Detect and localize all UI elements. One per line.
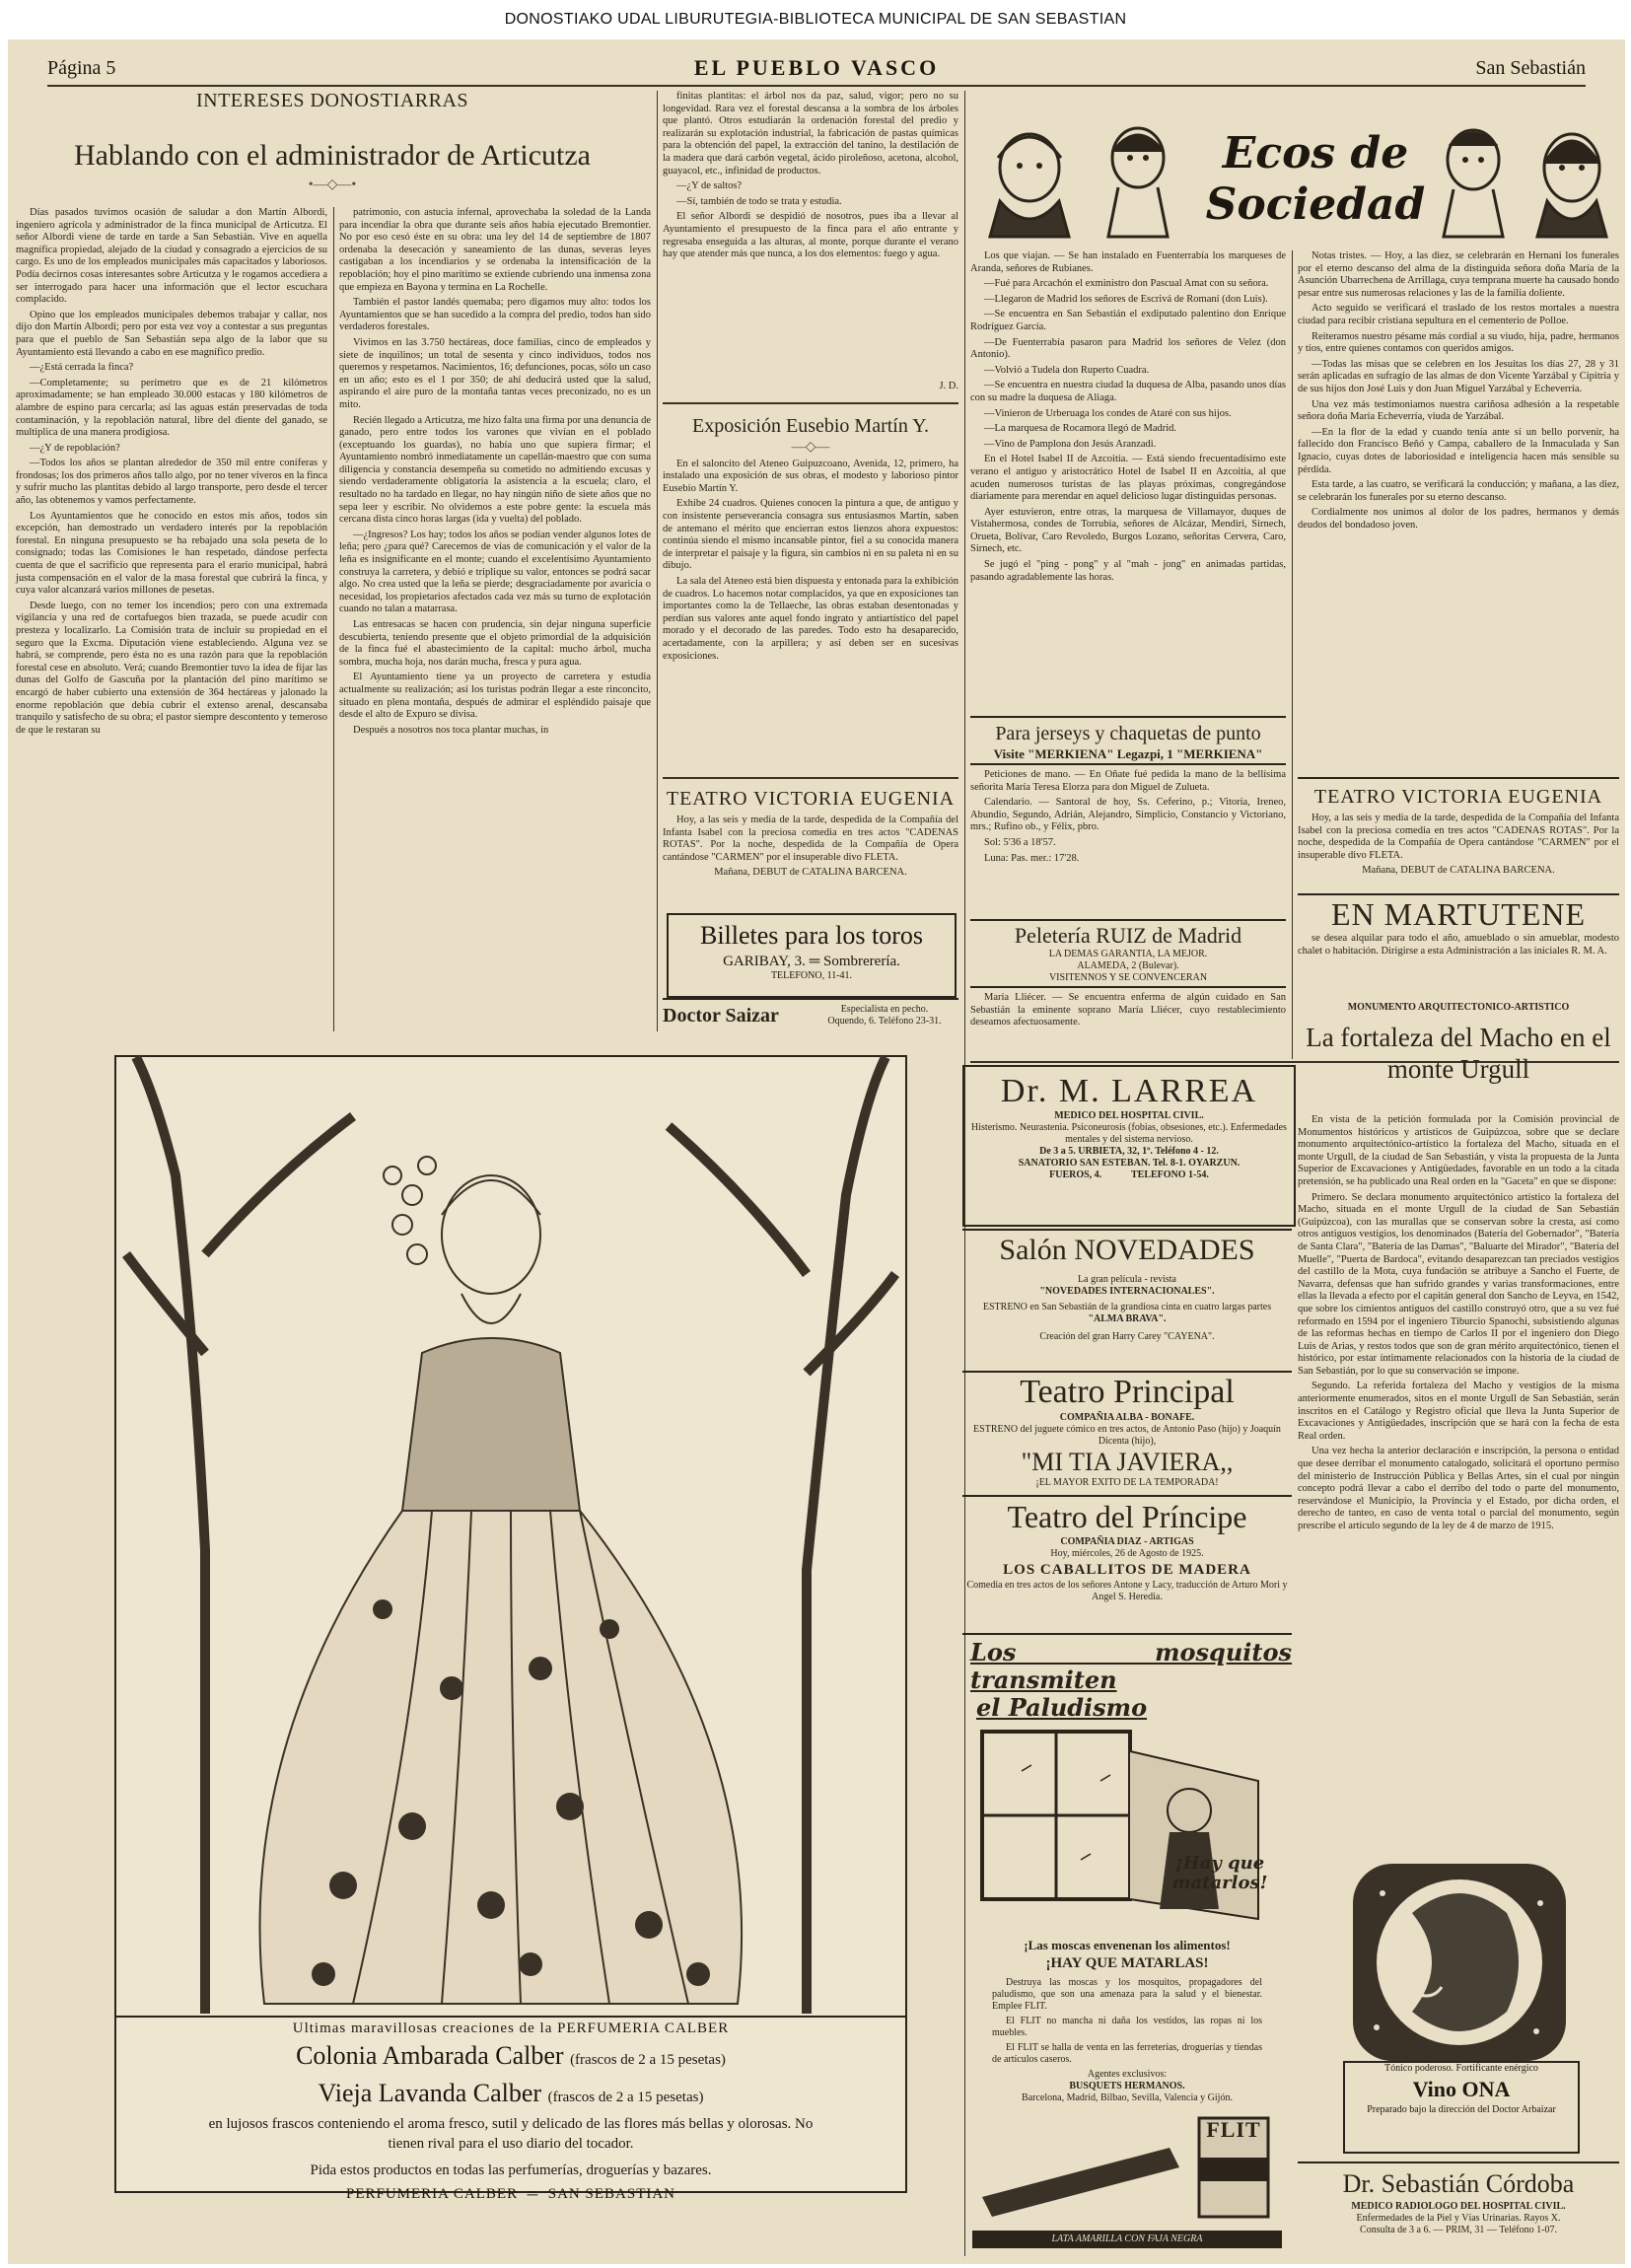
larrea-line2: Histerismo. Neurastenia. Psiconeurosis (fobias, obsesiones, etc.). Enfermedades mentales y del sistema nervioso. (971, 1122, 1287, 1145)
larrea-ad (962, 1065, 1296, 1227)
calber-product-1-price: (frascos de 2 a 15 pesetas) (570, 2052, 726, 2068)
paragraph: Vivimos en las 3.750 hectáreas, doce familias, cinco de empleados y siete de inquilinos; un total de sesenta y cinco individuos, todos nos queremos y respetamos. Nacimientos, 16; defunciones, pocas, sólo un caso en un año; esto es el 1 por 350; de ahí deducirá usted que la salud, aspirando el aire puro de la montaña tantas veces preconizado, no es un mito. (339, 336, 651, 410)
calendar-text: Calendario. — Santoral de hoy, Ss. Ceferino, p.; Vitoria, Ireneo, Abundio, Segundo, Adrián, Alejandro, Simplicio, Constancio y Victoriano, mrs.; Rufino ob., y Félix, pbro. (970, 797, 1286, 833)
larrea-name: Dr. M. LARREA (1000, 1073, 1258, 1109)
paragraph: Reiteramos nuestro pésame más cordial a su viudo, hija, padre, hermanos y tíos, entre quienes contamos con queridos amigos. (1298, 330, 1619, 355)
teatro2-title: TEATRO VICTORIA EUGENIA (1313, 786, 1603, 808)
vino-brand: Vino ONA (1412, 2077, 1511, 2101)
paragraph: Exhibe 24 cuadros. Quienes conocen la pintura a que, de antiguo y con insistente perseverancia consagra sus entusiasmos Martín, saben de antemano el mérito que encierran estos lienzos ahora expuestos: continúa siendo el mismo incansable pintor, fiel a su conocida manera de interpretar el paisaje y la figura, sin cambios ni en su paleta ni en su dibujo. (663, 498, 958, 572)
article1-signature: J. D. (939, 381, 958, 391)
section-rule (663, 402, 958, 404)
teatro1-footer: Mañana, DEBUT de CATALINA BARCENA. (714, 867, 907, 879)
calber-product-1: Colonia Ambarada Calber (296, 2041, 564, 2070)
article1-signature-box (663, 381, 958, 396)
paragraph: —Se encuentra en San Sebastián el exdiputado palentino don Enrique Rodríguez García. (970, 309, 1286, 332)
lliecer-text: María Lliécer. — Se encuentra enferma de algún cuidado en San Sebastián la eminente soprano María Lliécer, cuyo restablecimiento deseamos afectuosamente. (970, 992, 1286, 1028)
calber-footer-right: SAN SEBASTIAN (547, 2186, 676, 2202)
flit-text-2: El FLIT no mancha ni daña los vestidos, las ropas ni los muebles. (992, 2015, 1262, 2038)
flit-ad (962, 1633, 1292, 2258)
ecos-header (970, 99, 1621, 247)
toros-shop: Sombrerería. (823, 954, 900, 969)
page-number: Página 5 (47, 57, 116, 79)
flit-headline-1: ¡Las moscas envenenan los alimentos! (1024, 1937, 1231, 1952)
paragraph: —En la flor de la edad y cuando tenía ante sí un bello porvenir, ha fallecido don Francisco Beñó y Campa, caballero de la Inmaculada y San Ignacio, cuyas dotes de laboriosidad e inteligencia hacen más sensible su pérdida. (1298, 426, 1619, 475)
flit-bubble: ¡Hay que matarlos! (1171, 1853, 1268, 1893)
paragraph: patrimonio, con astucia infernal, aprovechaba la soledad de la Landa para incendiar la obra que durante seis años había ejecutado Bremontier. No por eso cesó éste en su obra: una ley del 14 de septiembre de 1807 ordenaba la desecación y saneamiento de las dunas, severas leyes castigaban a los incendiarios y se ordenaba la intensificación de la repoblación; hoy el pino marítimo se extiende cubriendo una inmensa zona que empieza en Bayona y termina en La Rochelle. (339, 207, 651, 293)
macho-headline: La fortaleza del Macho en el monte Urgull (1306, 1023, 1611, 1084)
martutene-title: EN MARTUTENE (1330, 896, 1587, 932)
principe-ad (962, 1495, 1292, 1631)
article2-headline: Exposición Eusebio Martín Y. (692, 415, 929, 437)
toros-phone: TELEFONO, 11-41. (770, 970, 853, 981)
calber-cta: Pida estos productos en todas las perfumerías, droguerías y bazares. (310, 2162, 712, 2178)
moon-face-illustration (1343, 1854, 1576, 2071)
saizar-address: Oquendo, 6. Teléfono 23-31. (827, 1016, 942, 1027)
paragraph: —¿Ingresos? Los hay; todos los años se podían vender algunos lotes de leña; pero ¿para qué? Carecemos de vías de comunicación y el valor de la leña es insignificante en el monte; cuando el excelentísimo Ayuntamiento construya la carretera, y debió e triplique su valor, entonces se podrá sacar algo. No crea usted que la leña se pierde; desgraciadamente por avaricia o necesidad, los propietarios afectados cada vez más su turno de explotación cuando no talan a matarrasa. (339, 529, 651, 615)
paragraph: Esta tarde, a las cuatro, se verificará la conducción; y mañana, a las diez, se celebrarán los funerales por su eterno descanso. (1298, 479, 1619, 503)
article2 (663, 408, 958, 775)
larrea-line4: SANATORIO SAN ESTEBAN. Tel. 8-1. OYARZUN. (1018, 1158, 1241, 1169)
paragraph: Opino que los empleados municipales debemos trabajar y callar, nos dijo don Martín Albordi; pero por esta vez voy a contestar a sus preguntas para que el pueblo de San Sebastián sepa algo de la labor que su Ayuntamiento está llevando a cabo en ese magnífico predio. (16, 309, 327, 358)
paragraph: Segundo. La referida fortaleza del Macho y vestigios de la misma anteriormente enumerados, sitos en el monte Urgull de San Sebastián, serán inscritos en el Catálogo y Registro oficial que lleva la Junta Superior de Excavaciones y Antigüedades, inscripción que se hará con la fecha de esta Real orden. (1298, 1381, 1619, 1442)
masthead-city: San Sebastián (1475, 57, 1586, 79)
paragraph: El Ayuntamiento tiene ya un proyecto de carretera y estudia actualmente su realización; así los turistas podrán llegar a este rinconcito, situado en plena montaña, después de admirar el espléndido paisaje que desde el alto de Expuro se divisa. (339, 672, 651, 721)
saizar-specialty: Especialista en pecho. (840, 1004, 929, 1015)
flit-can-label: FLIT (1206, 2117, 1261, 2142)
paragraph: Se jugó el "ping - pong" y al "mah - jong" en animadas partidas, pasando agradablemente las horas. (970, 559, 1286, 583)
larrea-line5: FUEROS, 4. TELEFONO 1-54. (1049, 1169, 1209, 1180)
merkiena-section (970, 716, 1286, 933)
paragraph: —Fué para Arcachón el exministro don Pascual Amat con su señora. (984, 278, 1269, 290)
martutene-text: se desea alquilar para todo el año, amueblado o sin amueblar, modesto chalet o habitación. Dirigirse a esta Administración a las iniciales R. M. A. (1298, 933, 1619, 957)
flit-footer: LATA AMARILLA CON FAJA NEGRA (972, 2231, 1282, 2248)
article1-kicker: INTERESES DONOSTIARRAS (195, 90, 469, 111)
peleteria-line2: ALAMEDA, 2 (Bulevar). (1077, 960, 1179, 971)
principal-play: "MI TIA JAVIERA,, (1021, 1448, 1234, 1476)
newspaper-page (8, 39, 1625, 2264)
window-mosquito-illustration (962, 1722, 1292, 1929)
calber-product-2-price: (frascos de 2 a 15 pesetas) (547, 2090, 704, 2105)
cordoba-line2: Enfermedades de la Piel y Vías Urinarias. Rayos X. (1356, 2213, 1561, 2224)
calber-ad (114, 1055, 907, 2202)
column-rule (657, 91, 658, 1031)
peleteria-section (970, 919, 1286, 1059)
newspaper-title: EL PUEBLO VASCO (693, 55, 940, 80)
article1-column-2 (339, 207, 651, 1031)
cordoba-name: Dr. Sebastián Córdoba (1342, 2169, 1575, 2198)
principe-text: Comedia en tres actos de los señores Antone y Lacy, traducción de Arturo Mori y Angel S. Heredia. (966, 1580, 1288, 1602)
calber-description: en lujosos frascos conteniendo el aroma fresco, sutil y delicado de las flores más bellas y olorosas. No tienen rival para el uso diario del tocador. (208, 2116, 814, 2152)
principal-company: COMPAÑIA ALBA - BONAFE. (1059, 1412, 1195, 1423)
toros-address: GARIBAY, 3. (723, 954, 806, 969)
macho-header (1298, 1002, 1619, 1110)
paragraph: —¿Y de saltos? (676, 180, 743, 192)
woman-in-dress-illustration (116, 1057, 905, 2014)
paragraph: Primero. Se declara monumento arquitectónico artístico la fortaleza del Macho, situada en el monte Urgull de la ciudad de San Sebastián (Guipúzcoa), con las murallas que se conservan sobre la cresta, así como otros antiguos vestigios, los denominados (Batería del Gobernador", "Batería de Santa Clara", "Batería de las Damas", "Baluarte del Mirador", "Batería del Muelle", "Puerta de Bardoca", evitando desaparezcan tan preciados vestigios del castillo de la Mota, cuya fundación se atribuye a Sancho el Fuerte, de Navarra, defensas que han sufrido grandes y varias transformaciones, entre ellas la llevada a efecto por el capitán general don Sancho de Leyva, en 1542, que sobre los cimientos antiguos del castillo construyó otro, que a su vez fué reformado en 1594 por el ingeniero Tiburcio Spanochi, subsistiendo algunas de las reformas hechas en tiempo de Carlos II por el ingeniero don Diego Luis de Arias, y restos todos que son de gran mérito arquitectónico, tienen el histórico, por estar íntimamente relacionados con la historia de la ciudad de San Sebastián, por lo que su conservación se impone. (1298, 1191, 1619, 1377)
vino-line2: Preparado bajo la dirección del Doctor Arbaizar (1367, 2104, 1556, 2115)
paragraph: Ayer estuvieron, entre otras, la marquesa de Villamayor, duques de Vistahermosa, condes de Torrubia, señores de Alcázar, Mendiri, Sirnech, Orueta, Bolívar, Caro Revoledo, Burgos Lozano, señoritas Cervera, Caro, Sirnech, etc. (970, 506, 1286, 555)
paragraph: —¿Y de repoblación? (30, 442, 120, 454)
flit-title-1: Los mosquitos transmiten (970, 1638, 1292, 1694)
novedades-line5: Creación del gran Harry Carey "CAYENA". (1039, 1331, 1215, 1342)
toros-title: Billetes para los toros (699, 921, 923, 950)
paragraph: Cordialmente nos unimos al dolor de los padres, hermanos y demás deudos del bondadoso joven. (1298, 507, 1619, 531)
principal-text: ESTRENO del juguete cómico en tres actos, de Antonio Paso (hijo) y Joaquín Dicenta (hijo), (973, 1424, 1281, 1447)
calber-footer-left: PERFUMERIA CALBER (345, 2186, 519, 2202)
cordoba-line1: MEDICO RADIOLOGO DEL HOSPITAL CIVIL. (1351, 2201, 1566, 2212)
paragraph: También el pastor landés quemaba; pero digamos muy alto: todos los Ayuntamientos que se han sucedido a la compra del predio, todos han sido verdaderos forestales. (339, 297, 651, 333)
paragraph: —Vino de Pamplona don Jesús Aranzadi. (984, 438, 1157, 450)
paragraph: Días pasados tuvimos ocasión de saludar a don Martín Albordi, ingeniero agrícola y administrador de la finca municipal de Articutza. El señor Albordi viene de tarde en tarde a San Sebastián. Vive en aquella magnífica propiedad, alejado de la ciudad y consagrado a ejercicios de su cargo. Es uno de los empleados municipales más capacitados y laboriosos. Podía decirnos cosas interesantes sobre Articutza y le rogamos accediera a ser interrogado para hacer una información que el lector escuchara complacido. (16, 207, 327, 306)
macho-kicker: MONUMENTO ARQUITECTONICO-ARTISTICO (1347, 1002, 1570, 1013)
teatro-victoria-box-2 (1298, 777, 1619, 893)
paragraph: —Llegaron de Madrid los señores de Escrivá de Romaní (don Luis). (984, 293, 1268, 305)
larrea-line1: MEDICO DEL HOSPITAL CIVIL. (1054, 1110, 1204, 1121)
section-rule (663, 777, 958, 779)
article2-body (663, 459, 958, 664)
paragraph: —Sí, también de todo se trata y estudia. (676, 195, 842, 207)
paragraph: Después a nosotros nos toca plantar muchas, in (353, 724, 549, 736)
paragraph: Acto seguido se verificará el traslado de los restos mortales a nuestra ciudad para recibir cristiana sepultura en el cementerio de Polloe. (1298, 303, 1619, 326)
principal-title: Teatro Principal (1020, 1374, 1235, 1410)
column-rule (1292, 250, 1293, 1059)
saizar-name: Doctor Saizar (663, 1005, 779, 1027)
sun-text: Sol: 5'36 a 18'57. (984, 836, 1056, 848)
novedades-line2: "NOVEDADES INTERNACIONALES". (1039, 1286, 1215, 1297)
masthead (47, 45, 1586, 87)
paragraph: En el saloncito del Ateneo Guipuzcoano, Avenida, 12, primero, ha instalado una exposición de sus obras, el modesto y laborioso pintor Eusebio Martín Y. (663, 458, 958, 494)
paragraph: En el Hotel Isabel II de Azcoitia. — Está siendo frecuentadísimo este verano el antiguo y aristocrático Hotel de Isabel II en Azcoitia, al que acuden numerosos turistas de las playas próximas, congregándose diariamente para merendar en aquel delicioso lugar distinguidas personas. (970, 454, 1286, 503)
paragraph: Los que viajan. — Se han instalado en Fuenterrabía los marqueses de Aranda, señores de Rubianes. (970, 250, 1286, 274)
archive-banner: DONOSTIAKO UDAL LIBURUTEGIA-BIBLIOTECA MUNICIPAL DE SAN SEBASTIAN (0, 0, 1631, 39)
peleteria-title: Peletería RUIZ de Madrid (970, 919, 1286, 949)
principe-date: Hoy, miércoles, 26 de Agosto de 1925. (1050, 1548, 1204, 1559)
novedades-line4: "ALMA BRAVA". (1088, 1313, 1167, 1324)
paragraph: —Volvió a Tudela don Ruperto Cuadra. (984, 364, 1150, 376)
flit-agents: BUSQUETS HERMANOS. (1069, 2080, 1185, 2091)
principal-ad (962, 1371, 1292, 1491)
saizar-ad (663, 998, 958, 1033)
calber-product-2: Vieja Lavanda Calber (318, 2079, 542, 2107)
moon-text: Luna: Pas. mer.: 17'28. (984, 852, 1080, 864)
teatro1-text: Hoy, a las seis y media de la tarde, despedida de la Compañía del Infanta Isabel con la preciosa comedia en tres actos "CADENAS ROTAS". Por la noche, despedida de la Compañía de Opera cantándose "CARMEN" por el insuperable divo FLETA. (663, 815, 958, 863)
paragraph: Los Ayuntamientos que he conocido en estos mis años, todos sin excepción, han demostrado un verdadero interés por la repoblación forestal. En ninguna presupuesto se ha rebajado una sola peseta de lo consignado; todas las Comisiones le han respetado, dándose perfecta cuenta de que el sacrificio que representa para el erario municipal, habrá justa compensación en el valor de la masa forestal que cubrirá la finca, y cuya valor alcanzará varios millones de pesetas. (16, 510, 327, 597)
paragraph: Recién llegado a Articutza, me hizo falta una firma por una denuncia de ganado, pero entre todos los varones que vivían en el poblado (exceptuando los guardas), no había uno que supiera firmar; el Ayuntamiento nombró inmediatamente un capellán-maestro que con suma diligencia y constancia desempeña su cometido no admitiendo excusas y siendo verdaderamente obligatoria la asistencia a la escuela; claro, el resultado no ha tardado en llegar, no hay ningún niño de siete años que no sepa leer y escribir. No olvidemos a este pobre gente: la escuela más cercana dista cinco horas largas (ida y vuelta) del poblado. (339, 414, 651, 526)
paragraph: Una vez más testimoniamos nuestra cariñosa adhesión a la respetable señora doña María Echeverría, viuda de Yarzábal. (1298, 398, 1619, 423)
paragraph: —Todas las misas que se celebren en los Jesuitas los días 27, 28 y 31 serán aplicadas en sufragio de las almas de don Vicente Yarzábal y Cipitria y de sus hijos don José Luis y don Juan Miguel Yarzábal y Echeverría. (1298, 358, 1619, 394)
article1-headline: Hablando con el administrador de Articutza (74, 139, 591, 172)
merkiena-title: Para jerseys y chaquetas de punto (970, 716, 1286, 745)
paragraph: —Todos los años se plantan alrededor de 350 mil entre coníferas y frondosas; los dos primeros años tallo algo, por no tener viveros en la finca y sufrir mucho las plantitas debido al largo transporte, pero desde el tercer año, las obtenemos y vamos perfectamente. (16, 458, 327, 507)
flit-agents-label: Agentes exclusivos: (1087, 2068, 1168, 2080)
principe-play: LOS CABALLITOS DE MADERA (1003, 1562, 1251, 1578)
paragraph: Desde luego, con no temer los incendios; pero con una extremada vigilancia y una red de cortafuegos bien trazada, se puede acudir con presteza y localizarlo. La Comisión trata de incluir su propiedad en el seguro que la Excma. Diputación viene estableciendo. Alguna vez se habrá, se comprende, pero ésta no es una razón para que la repoblación forestal cese en absoluto. Verá; cuando Bremontier tuvo la idea de fijar las dunas del Golfo de Gascuña por la plantación del pino marítimo se encargó de haber cubierto una extensión de 364 hectáreas y jalonado la enorme repoblación que debía cubrir el extenso arenal, descansaba tranquilo y satisfecho de su obra; el pastor siempre descontento y temeroso de que le restaran su (16, 600, 327, 736)
flit-cities: Barcelona, Madrid, Bilbao, Sevilla, Valencia y Gijón. (1022, 2091, 1233, 2103)
teatro1-title: TEATRO VICTORIA EUGENIA (666, 788, 956, 810)
calber-intro: Ultimas maravillosas creaciones de la PERFUMERIA CALBER (292, 2020, 730, 2036)
paragraph: —Se encuentra en nuestra ciudad la duquesa de Alba, pasando unos días con su madre la duquesa de Aliaga. (970, 380, 1286, 403)
martutene-ad (1298, 893, 1619, 1002)
principal-tag: ¡EL MAYOR EXITO DE LA TEMPORADA! (1035, 1477, 1219, 1488)
peleteria-line1: LA DEMAS GARANTIA, LA MEJOR. (1048, 949, 1208, 959)
equals-sign: ═ (522, 2186, 548, 2202)
novedades-ad (962, 1229, 1292, 1369)
flit-headline-2: ¡HAY QUE MATARLAS! (1045, 1954, 1209, 1971)
toros-ad (667, 913, 957, 998)
novedades-title: Salón NOVEDADES (999, 1234, 1255, 1266)
article1-column-1 (16, 207, 327, 1031)
novedades-line1: La gran película - revista (1078, 1274, 1176, 1285)
flit-text-1: Destruya las moscas y los mosquitos, propagadores del paludismo, que son una amenaza para la salud y el bienestar. Emplee FLIT. (992, 1976, 1262, 2012)
paragraph: El señor Albordi se despidió de nosotros, pues iba a llevar al Ayuntamiento el presupuesto de la finca para el año entrante y regresaba enseguida a las alturas, al monte, porque durante el verano hay que atender más que nunca, a los dos elementos: fuego y agua. (663, 211, 958, 260)
column-rule (333, 207, 334, 1031)
teatro2-footer: Mañana, DEBUT de CATALINA BARCENA. (1362, 865, 1555, 877)
merkiena-line: Visite "MERKIENA" Legazpi, 1 "MERKIENA" (970, 745, 1286, 765)
novedades-line3: ESTRENO en San Sebastián de la grandiosa cinta en cuatro largas partes (982, 1302, 1272, 1312)
teatro-victoria-box-1 (663, 781, 958, 909)
flit-title-2: el Paludismo (976, 1693, 1148, 1722)
paragraph: Las entresacas se hacen con prudencia, sin dejar ninguna superficie descubierta, teniendo presente que el objeto primordial de la adquisición de la finca fué el abastecimiento de la capital: mucho árbol, mucha sombra, mucha hoja, nos darán mucha, fresca y pura agua. (339, 619, 651, 668)
paragraph: —De Fuenterrabía pasaron para Madrid los señores de Velez (don Antonio). (970, 336, 1286, 361)
peticiones-text: Peticiones de mano. — En Oñate fué pedida la mano de la bellísima señorita María Teresa Elorza para don Miguel de Zulueta. (970, 769, 1286, 793)
paragraph: En vista de la petición formulada por la Comisión provincial de Monumentos históricos y artísticos de Guipúzcoa, sobre que se declare monumento arquitectónico-artístico la fortaleza del Macho, situada en el monte Urgull, de la ciudad de San Sebastián, y vista la propuesta de la Junta Superior de Excavaciones y Antigüedades, favorable en un todo a la citada pretensión, se ha publicado una Real orden en la "Gaceta" en que se dispone: (1298, 1114, 1619, 1187)
paragraph: La sala del Ateneo está bien dispuesta y entonada para la exhibición de cuadros. Lo hacemos notar complacidos, ya que en exposiciones tan importantes como la de Tellaeche, las obras estaban desentonadas y perdían sus valores ante aquel fondo ingrato y antiartístico del papel morado y el decorado de las paredes. Todo esto ha desaparecido, acertadamente, con la arpillera; y así deben ser en sucesivas exposiciones. (663, 575, 958, 662)
ecos-title: Ecos de Sociedad (1205, 128, 1426, 230)
paragraph: Una vez hecha la anterior declaración e inscripción, la persona o entidad que desee derribar el monumento catalogado, solicitará el oportuno permiso del ministerio de Instrucción Pública y Bellas Artes, sin el cual por ningún concepto podrá llevar a cabo el derribo del todo o parte del monumento, reservándose el Municipio, la Provincia y el Estado, por dicha orden, el derecho de tanteo, en caso de venta total o parcial del monumento, según prescribe el artículo segundo de la ley de 4 de marzo de 1915. (1298, 1446, 1619, 1531)
ecos-column-1 (970, 250, 1286, 714)
paragraph: —Vinieron de Urberuaga los condes de Ataré con sus hijos. (984, 407, 1232, 419)
peleteria-line3: VISITENNOS Y SE CONVENCERAN (970, 972, 1286, 988)
flit-text-3: El FLIT se halla de venta en las ferreterías, droguerías y tiendas de artículos caseros. (992, 2041, 1262, 2065)
ecos-column-2 (1298, 250, 1619, 777)
cordoba-ad (1298, 2162, 1619, 2258)
paragraph: —La marquesa de Rocamora llegó de Madrid. (984, 423, 1177, 435)
paragraph: —¿Está cerrada la finca? (30, 362, 134, 374)
vino-line1: Tónico poderoso. Fortificante enérgico (1384, 2063, 1538, 2074)
paragraph: finitas plantitas: el árbol nos da paz, salud, vigor; pero no su longevidad. Rara vez el forestal descansa a la sombra de los árboles que plantó. Otros estudiarán la ordenación forestal del predio y realizarán su explotación industrial, la fabricación de pastas químicas para la obtención del papel, la extracción del tanino, la destilación de la madera que dará carbón vegetal, ácido piroleñoso, acetona, alcohol, guayacol, etc., infinidad de productos. (663, 91, 958, 177)
larrea-line3: De 3 a 5. URBIETA, 32, 1º. Teléfono 4 - 12. (1039, 1146, 1219, 1157)
paragraph: Notas tristes. — Hoy, a las diez, se celebrarán en Hernani los funerales por el eterno descanso del alma de la distinguida señora doña María de la Asunción Ubarrechena de Arrillaga, cuya temprana muerte ha causado hondo pesar entre sus numerosas relaciones y las de la familia doliente. (1298, 250, 1619, 299)
equals-sign: ═ (809, 954, 824, 969)
principe-company: COMPAÑIA DIAZ - ARTIGAS (1060, 1536, 1194, 1547)
ornament-divider: •—◇—• (308, 177, 357, 192)
macho-body (1298, 1114, 1619, 1842)
teatro2-text: Hoy, a las seis y media de la tarde, despedida de la Compañía del Infanta Isabel con la preciosa comedia en tres actos "CADENAS ROTAS". Por la noche, despedida de la Compañía de Opera cantándose "CARMEN" por el insuperable divo FLETA. (1298, 813, 1619, 861)
cordoba-line3: Consulta de 3 a 6. — PRIM, 31 — Teléfono 1-07. (1360, 2225, 1557, 2235)
ornament-divider: —◇— (791, 440, 830, 455)
article1-column-3 (663, 91, 958, 379)
paragraph: —Completamente; su perímetro que es de 21 kilómetros aproximadamente; se han empleado 30.000 estacas y 180 kilómetros de alambre de espino para cercarla; así las aguas están preservadas de toda contaminación, y la repoblación natural, libre del diente del ganado, se multiplica de una manera prodigiosa. (16, 377, 327, 439)
vino-ona-ad (1343, 1854, 1576, 2150)
principe-title: Teatro del Príncipe (1007, 1499, 1247, 1534)
